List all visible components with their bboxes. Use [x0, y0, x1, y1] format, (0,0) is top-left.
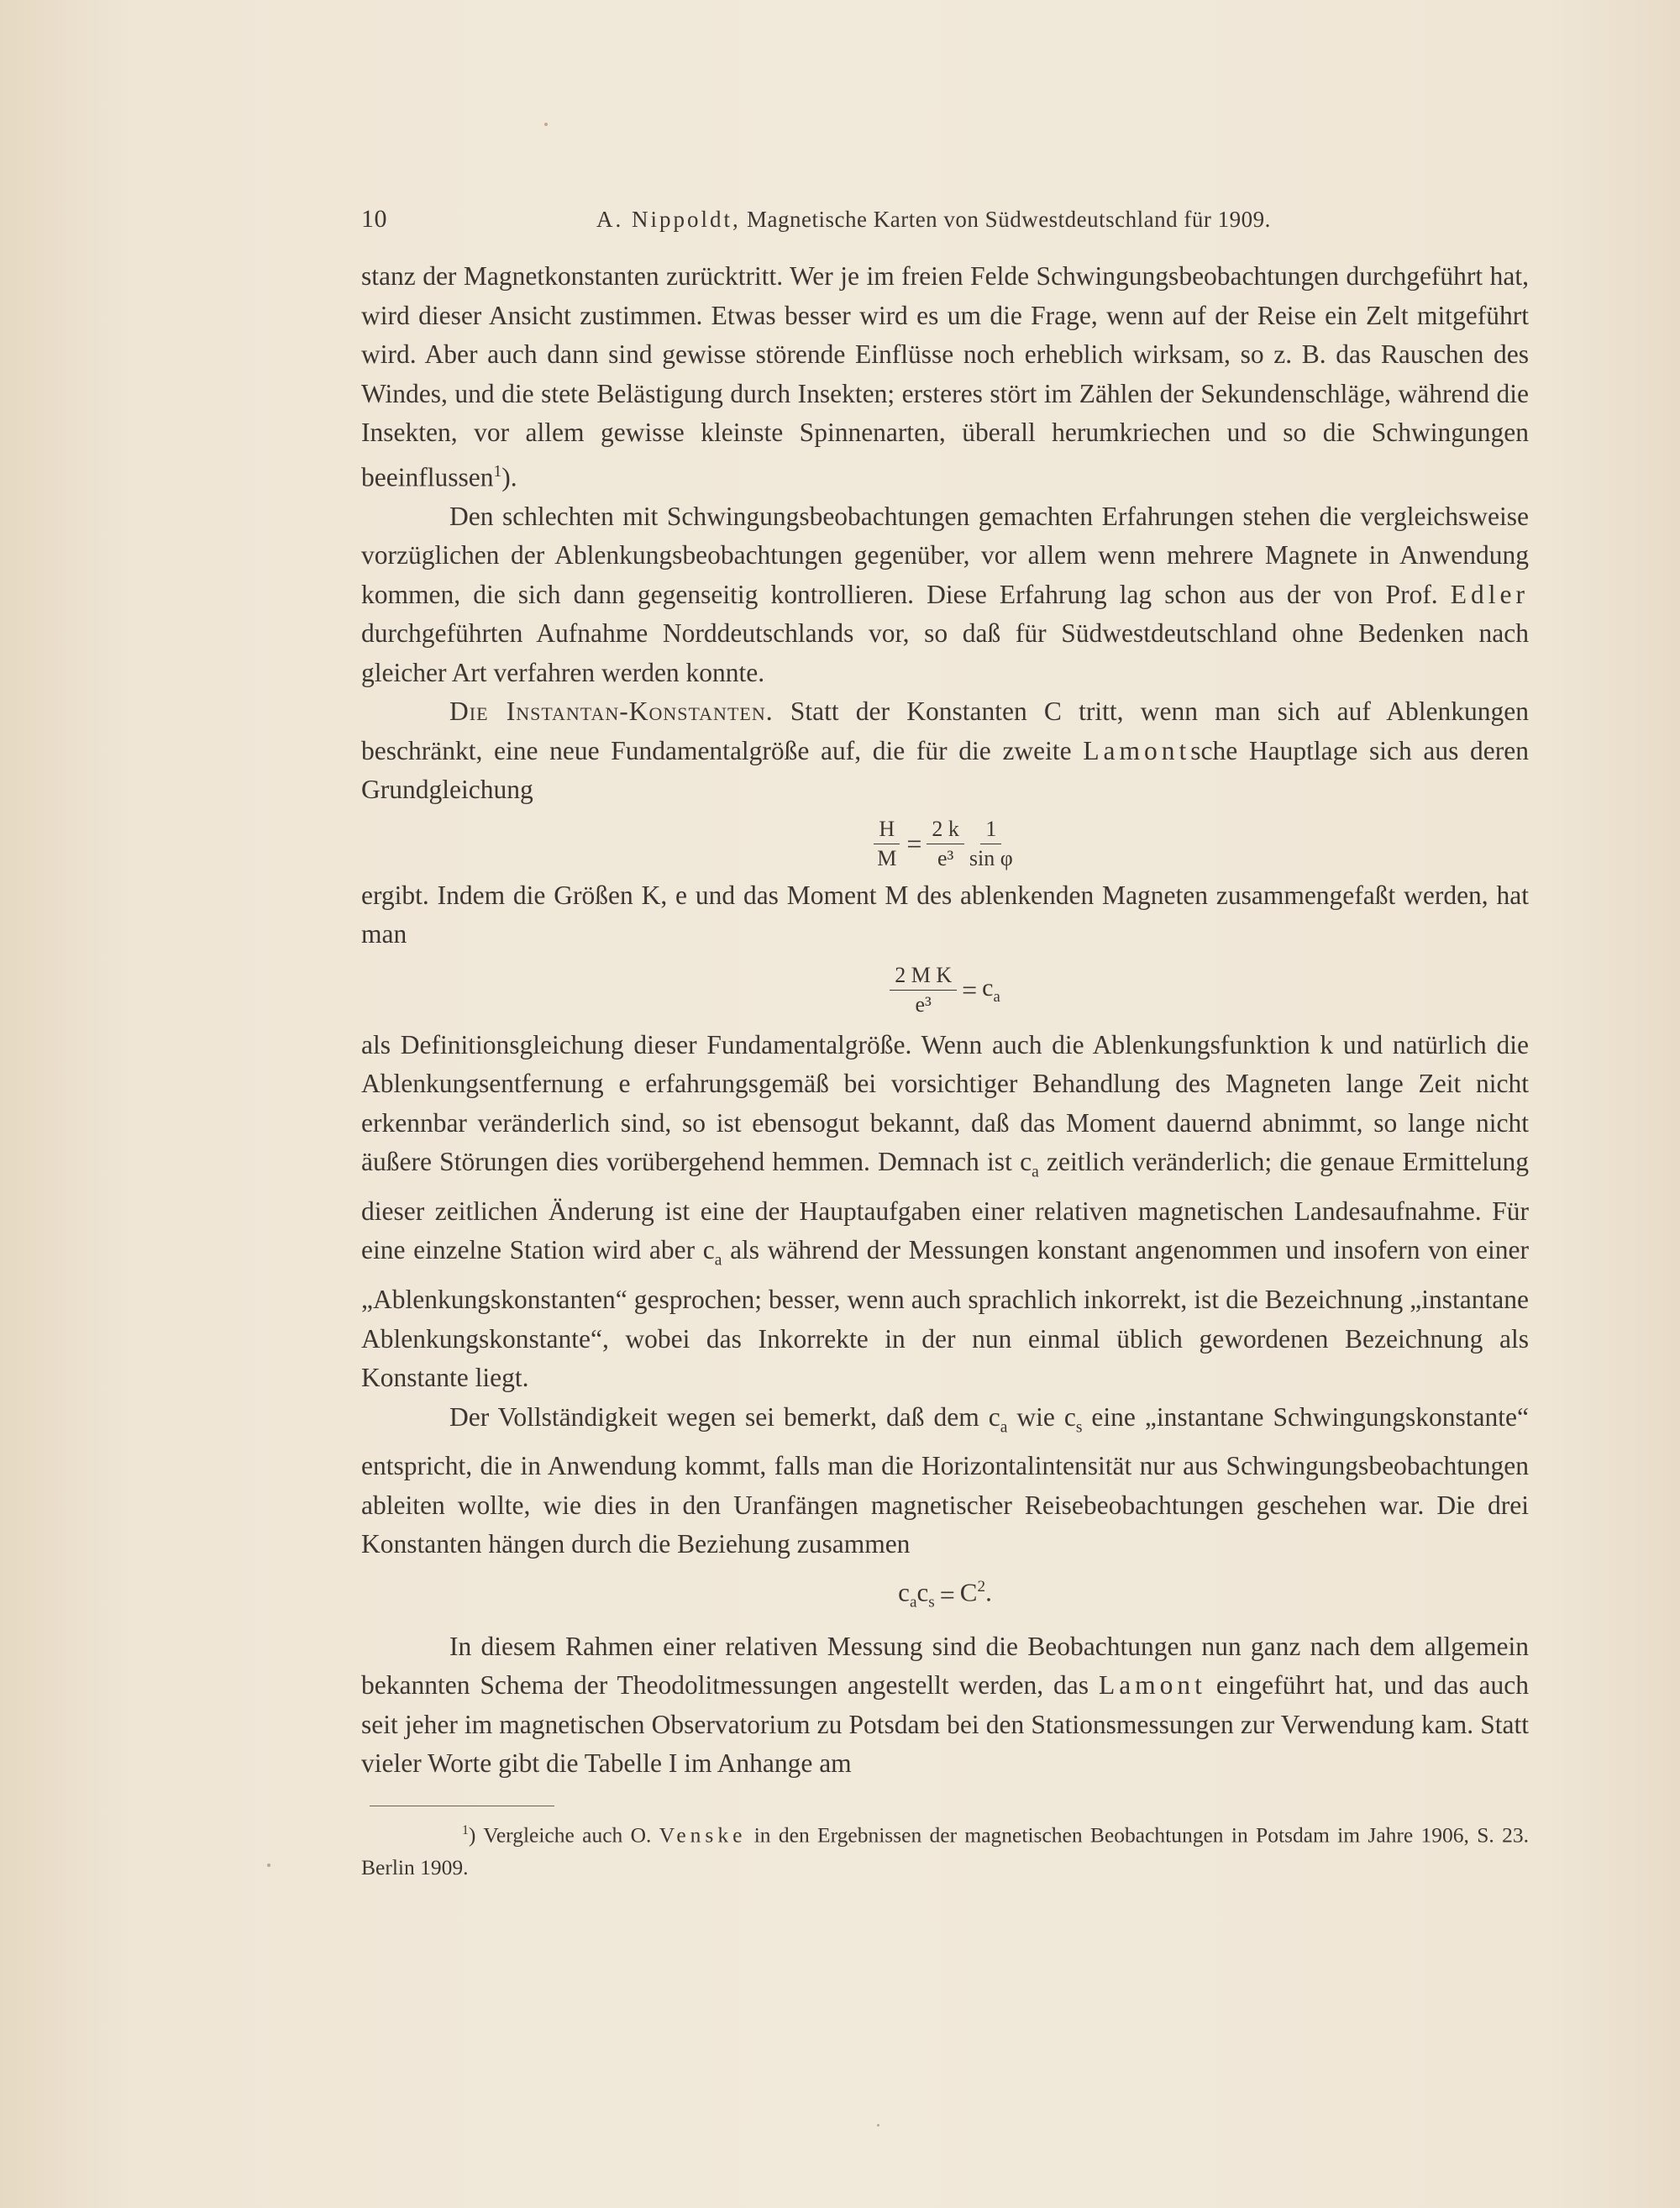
person-name-venske: Venske — [659, 1822, 747, 1848]
main-text — [361, 257, 1529, 1784]
header-title: Magnetische Karten von Südwestdeutschland für 1909. — [747, 207, 1271, 232]
formula-grundgleichung: $\frac{H}{M}$ = $\frac{2 k}{\text{e³}}$ $\frac{1}{\text{sin φ}}$ — [361, 810, 1529, 876]
paragraph-6: Der Vollständigkeit wegen sei bemerkt, daß dem $c_a$ wie $c_s$ eine „instantane Schwingungskonstante“ entspricht, die in Anwendung kommt, falls man die Horizontalintensität nur aus Schwingungsbeobachtungen ableiten wollte, wie dies in den Uranfängen magnetischer Reisebeobachtungen geschehen war. Die drei Konstanten hängen durch die Beziehung zusammen — [361, 1401, 1529, 1559]
footnote-ref: 1 — [493, 462, 502, 481]
paragraph-4: ergibt. Indem die Größen K, e und das Moment M des ablenkenden Magneten zusammengefaßt werden, hat man — [361, 880, 1529, 949]
paragraph-7: In diesem Rahmen einer relativen Messung sind die Beobachtungen nun ganz nach dem allgemein bekannten Schema der Theodolitmessungen angestellt werden, das Lamont eingeführt hat, und das auch seit jeher im magnetischen Observatorium zu Potsdam bei den Stationsmessungen zur Verwendung kam. Statt vieler Worte gibt die Tabelle I im Anhange am — [361, 1631, 1530, 1779]
person-name-edler: Edler — [1450, 579, 1529, 609]
formula-relation: $c_ac_s = C^2$. — [898, 1577, 992, 1611]
section-heading: Die Instantan-Konstanten. — [449, 697, 774, 726]
formula-definition: $\frac{\text{2 M K}}{\text{e³}}$ = $c_a$ — [361, 954, 1529, 1026]
footnote-marker: 1 — [462, 1823, 469, 1837]
running-header — [361, 205, 1529, 239]
running-title — [596, 207, 1271, 233]
paper-speck — [544, 123, 548, 126]
paragraph-5: als Definitionsgleichung dieser Fundamentalgröße. Wenn auch die Ablenkungsfunktion k und natürlich die Ablenkungsentfernung e erfahrungsgemäß bei vorsichtiger Behandlung des Magneten lange Zeit nicht erkennbar veränderlich sind, so ist ebensogut bekannt, daß das Moment dauernd abnimmt, so lange nicht äußere Störungen dies vorübergehend hemmen. Demnach ist $c_a$ zeitlich veränderlich; die genaue Ermittelung dieser zeitlichen Änderung ist eine der Hauptaufgaben einer relativen magnetischen Landesaufnahme. Für eine einzelne Station wird aber $c_a$ als während der Messungen konstant angenommen und insofern von einer „Ablenkungskonstanten“ gesprochen; besser, wenn auch sprachlich inkorrekt, ist die Bezeichnung „instantane Ablenkungskonstante“, wobei das Inkorrekte in der nun einmal üblich gewordenen Bezeichnung als Konstante liegt. — [361, 1029, 1530, 1393]
footnote: $^1$) Vergleiche auch O. Venske in den Ergebnissen der magnetischen Beobachtungen in Potsdam im Jahre 1906, S. 23. Berlin 1909. — [361, 1822, 1529, 1879]
paper-speck — [267, 1864, 270, 1867]
paragraph-2: Den schlechten mit Schwingungsbeobachtungen gemachten Erfahrungen stehen die vergleichsweise vorzüglichen der Ablenkungsbeobachtungen gegenüber, vor allem wenn mehrere Magnete in Anwendung kommen, die sich dann gegenseitig kontrollieren. Diese Erfahrung lag schon aus der von Prof. Edler durchgeführten Aufnahme Norddeutschlands vor, so daß für Südwestdeutschland ohne Bedenken nach gleicher Art verfahren werden konnte. — [361, 501, 1529, 687]
page-number: 10 — [361, 205, 387, 233]
paper-speck — [877, 2124, 879, 2127]
header-author: A. Nippoldt, — [596, 207, 741, 232]
person-name-lamont-2: Lamont — [1098, 1670, 1206, 1701]
person-name-lamont: Lamont — [1083, 735, 1191, 765]
paragraph-3: Die Instantan-Konstanten. Statt der Konstanten C tritt, wenn man sich auf Ablenkungen beschränkt, eine neue Fundamentalgröße auf, die für die zweite Lamontsche Hauptlage sich aus deren Grundgleichung — [361, 697, 1530, 804]
paragraph-1: stanz der Magnetkonstanten zurücktritt. Wer je im freien Felde Schwingungsbeobachtungen durchgeführt hat, wird dieser Ansicht zustimmen. Etwas besser wird es um die Frage, wenn auf der Reise ein Zelt mitgeführt wird. Aber auch dann sind gewisse störende Einflüsse noch erheblich wirksam, so z. B. das Rauschen des Windes, und die stete Belästigung durch Insekten; ersteres stört im Zählen der Sekundenschläge, während die Insekten, vor allem gewisse kleinste Spinnenarten, überall herumkriechen und so die Schwingungen beeinflussen$^1$). — [361, 261, 1529, 492]
